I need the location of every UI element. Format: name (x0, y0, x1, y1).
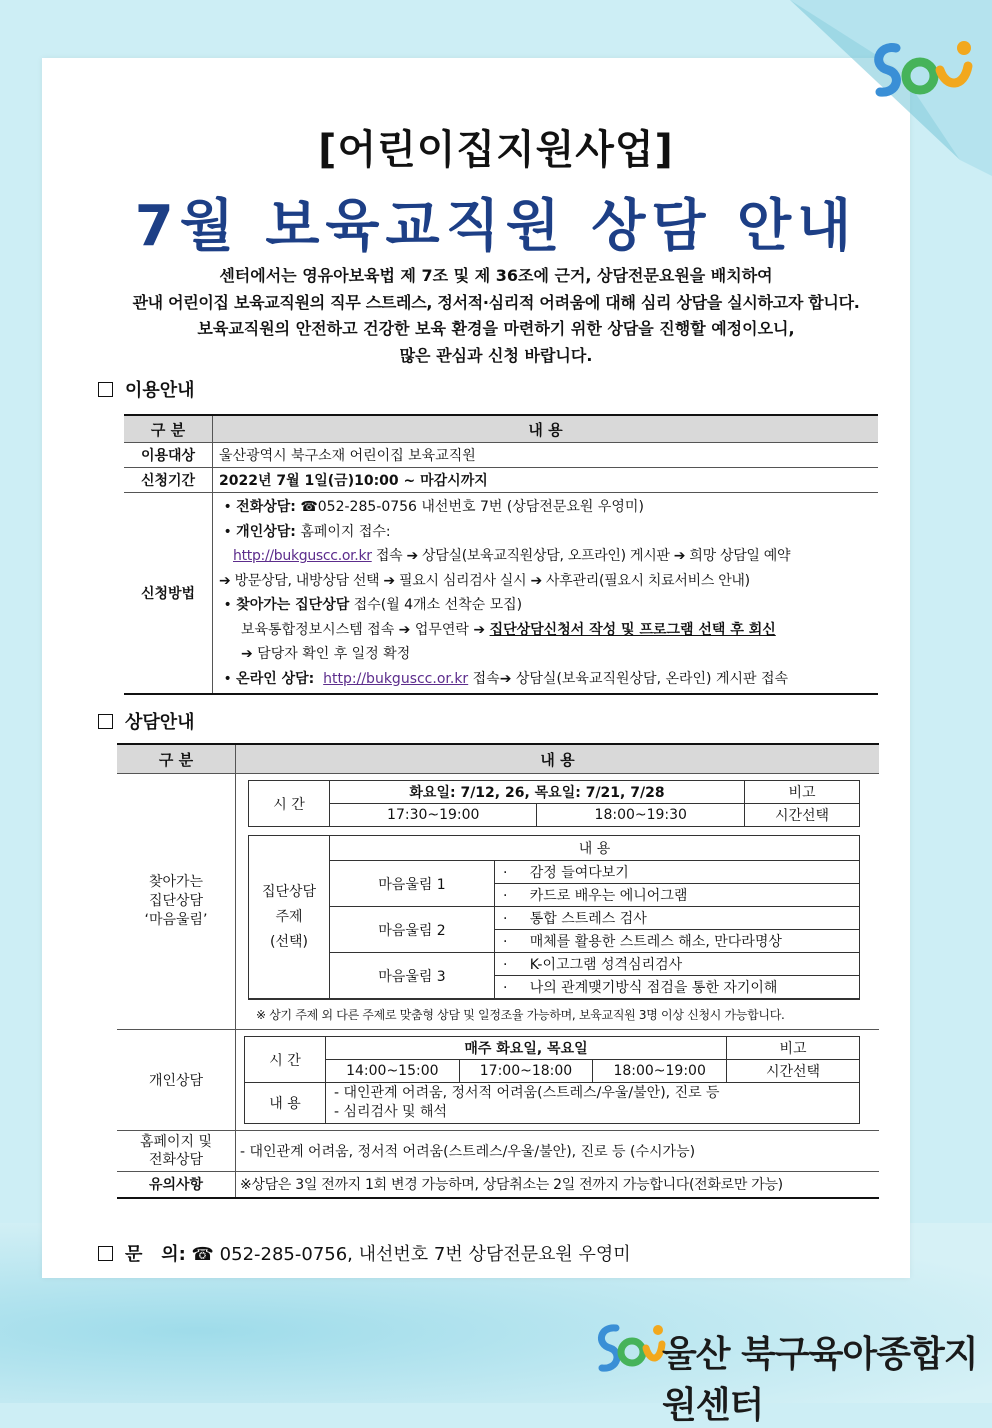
note-label: 비고 (727, 1037, 860, 1060)
checkbox-icon (98, 382, 113, 397)
caution-value: ※상담은 3일 전까지 1회 변경 가능하며, 상담취소는 2일 전까지 가능합니다(전화로만 가능) (236, 1172, 880, 1198)
list-item: - 대인관계 어려움, 정서적 어려움(스트레스/우울/불안), 진로 등 (334, 1085, 720, 1101)
intro-line: 센터에서는 영유아보육법 제 7조 및 제 36조에 근거, 상담전문요원을 배치하여 (219, 266, 773, 285)
time-slot: 18:00~19:00 (593, 1060, 727, 1083)
list-item: ➔ 방문상담, 내방상담 선택 ➔ 필요시 심리검사 실시 ➔ 사후관리(필요시 치료서비스 안내) (219, 572, 750, 589)
contact-line (98, 1240, 631, 1266)
caution-label: 유의사항 (117, 1172, 236, 1198)
section-heading-counseling: 상담안내 (98, 708, 195, 734)
individual-table (244, 1036, 860, 1124)
topic-box (248, 835, 860, 1000)
group-schedule-table (248, 780, 860, 827)
list-item: 보육통합정보시스템 접속 ➔ 업무연락 ➔ 집단상담신청서 작성 및 프로그램 선택 후 회신 (241, 621, 776, 638)
program-item: · 매체를 활용한 스트레스 해소, 만다라명상 (495, 930, 860, 953)
topic-label: 집단상담 주제 (선택) (249, 836, 330, 999)
method-list (213, 493, 879, 695)
program-item: · 카드로 배우는 에니어그램 (495, 884, 860, 907)
intro-line: 많은 관심과 신청 바랍니다. (399, 345, 593, 365)
content-header: 내 용 (330, 836, 860, 861)
content-label: 내 용 (245, 1083, 326, 1124)
row-label: 이용대상 (124, 443, 213, 468)
web-label: 홈페이지 및 전화상담 (117, 1131, 236, 1172)
col-header: 구 분 (117, 744, 236, 774)
intro-line: 관내 어린이집 보육교직원의 직무 스트레스, 정서적·심리적 어려움에 대해 심리 상담을 실시하고자 합니다. (132, 292, 860, 312)
contact-phone: ☎ 052-285-0756, 내선번호 7번 상담전문요원 우영미 (191, 1244, 631, 1265)
group-content (236, 774, 880, 1030)
brand-name: 울산 북구육아종합지원센터 (662, 1334, 978, 1426)
list-item: http://bukguscc.or.kr 접속 ➔ 상담실(보육교직원상담, 오프라인) 게시판 ➔ 희망 상담일 예약 (233, 548, 791, 564)
col-header: 내 용 (236, 744, 880, 774)
time-slot: 17:30~19:00 (330, 804, 537, 827)
time-select: 시간선택 (727, 1060, 860, 1083)
list-item: • 찾아가는 집단상담 접수(월 4개소 선착순 모집) (219, 597, 523, 613)
time-slot: 18:00~19:30 (537, 804, 745, 827)
period-value: 2022년 7월 1일(금)10:00 ~ 마감시까지 (213, 468, 879, 493)
program-item: · K-이고그램 성격심리검사 (495, 953, 860, 976)
contact-label: 문 의: (125, 1244, 186, 1265)
intro-paragraph (60, 263, 932, 369)
topic-table (248, 835, 860, 999)
program-item: · 통합 스트레스 검사 (495, 907, 860, 930)
checkbox-icon (98, 714, 113, 729)
program-item: · 나의 관계맺기방식 점검을 통한 자기이해 (495, 976, 860, 999)
col-header: 구 분 (124, 415, 213, 443)
days-header: 매주 화요일, 목요일 (326, 1037, 727, 1060)
page-supertitle: [어린이집지원사업] (318, 127, 674, 173)
time-slot: 14:00~15:00 (326, 1060, 460, 1083)
web-value: - 대인관계 어려움, 정서적 어려움(스트레스/우울/불안), 진로 등 (수시가능) (236, 1131, 880, 1172)
homepage-link[interactable]: http://bukguscc.or.kr (233, 548, 372, 564)
time-label: 시 간 (245, 1037, 326, 1083)
row-label: 신청기간 (124, 468, 213, 493)
row-label: 신청방법 (124, 493, 213, 695)
logo-icon (868, 36, 978, 106)
time-select: 시간선택 (745, 804, 860, 827)
target-value: 울산광역시 북구소재 어린이집 보육교직원 (213, 443, 879, 468)
group-label: 찾아가는 집단상담 ‘마음울림’ (117, 774, 236, 1030)
list-item: • 개인상담: 홈페이지 접수: (219, 523, 391, 540)
list-item: ➔ 담당자 확인 후 일정 확정 (241, 646, 411, 662)
individual-content (236, 1030, 880, 1131)
counseling-table (117, 743, 879, 1199)
page-title: 7월 보육교직원 상담 안내 (134, 194, 858, 259)
individual-label: 개인상담 (117, 1030, 236, 1131)
list-item: • 전화상담: ☎052-285-0756 내선번호 7번 (상담전문요원 우영미) (219, 499, 644, 515)
checkbox-icon (98, 1246, 113, 1261)
note-label: 비고 (745, 781, 860, 804)
individual-content-list (326, 1083, 860, 1124)
col-header: 내 용 (213, 415, 879, 443)
program-name: 마음울림 1 (330, 861, 495, 907)
days-header: 화요일: 7/12, 26, 목요일: 7/21, 7/28 (330, 781, 745, 804)
intro-line: 보육교직원의 안전하고 건강한 보육 환경을 마련하기 위한 상담을 진행할 예정이오니, (197, 319, 795, 338)
program-item: · 감정 들여다보기 (495, 861, 860, 884)
group-note: ※ 상기 주제 외 다른 주제로 맞춤형 상담 및 일정조율 가능하며, 보육교직원 3명 이상 신청시 가능합니다. (256, 1008, 785, 1022)
section-heading-usage: 이용안내 (98, 376, 195, 402)
homepage-link[interactable]: http://bukguscc.or.kr (323, 670, 469, 687)
program-name: 마음울림 2 (330, 907, 495, 953)
list-item: - 심리검사 및 해석 (334, 1104, 448, 1120)
time-label: 시 간 (249, 781, 330, 827)
program-name: 마음울림 3 (330, 953, 495, 999)
usage-table (124, 414, 878, 695)
list-item: • 온라인 상담: http://bukguscc.or.kr 접속➔ 상담실(보육교직원상담, 온라인) 게시판 접속 (219, 670, 789, 687)
time-slot: 17:00~18:00 (459, 1060, 593, 1083)
